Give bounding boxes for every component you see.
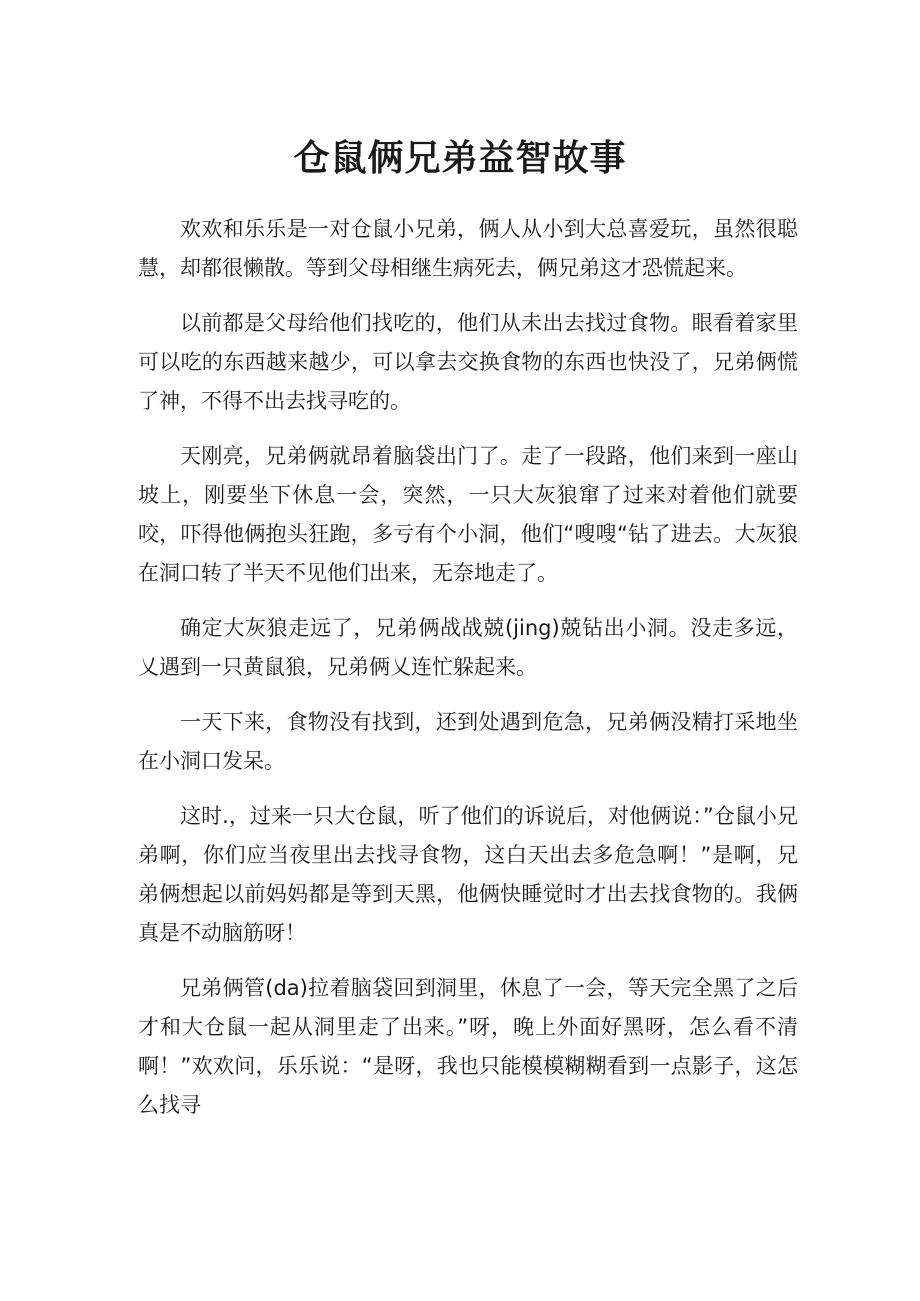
document-body bbox=[138, 210, 798, 1141]
paragraph: 确定大灰狼走远了，兄弟俩战战兢(jing)兢钻出小洞。没走多远，乂遇到一只黄鼠狼，兄弟俩乂连忙躲起来。 bbox=[138, 616, 798, 679]
paragraph: 一天下来，食物没有找到，还到处遇到危急，兄弟俩没精打采地坐在小洞口发呆。 bbox=[138, 710, 798, 773]
paragraph: 欢欢和乐乐是一对仓鼠小兄弟，俩人从小到大总喜爱玩，虽然很聪慧，却都很懒散。等到父母相继生病死去，俩兄弟这才恐慌起来。 bbox=[138, 217, 798, 280]
paragraph: 以前都是父母给他们找吃的，他们从未出去找过食物。眼看着家里可以吃的东西越来越少，可以拿去交换食物的东西也快没了，兄弟俩慌了神，不得不出去找寻吃的。 bbox=[138, 311, 798, 413]
paragraph: 天刚亮，兄弟俩就昂着脑袋出门了。走了一段路，他们来到一座山坡上，刚要坐下休息一会，突然，一只大灰狼窜了过来对着他们就要咬，吓得他俩抱头狂跑，多亏有个小洞，他们“嗖嗖“钻了进去。大灰狼在洞口转了半天不见他们出来，无奈地走了。 bbox=[138, 444, 798, 585]
paragraph: 兄弟俩管(da)拉着脑袋回到洞里，休息了一会，等天完全黑了之后才和大仓鼠一起从洞里走了出来。”呀，晚上外面好黑呀，怎么看不清啊！”欢欢问，乐乐说：“是呀，我也只能模模糊糊看到一点影子，这怎么找寻 bbox=[138, 976, 798, 1117]
document-title: 仓鼠俩兄弟益智故事 bbox=[293, 137, 627, 179]
paragraph: 这时.，过来一只大仓鼠，听了他们的诉说后，对他俩说：”仓鼠小兄弟啊，你们应当夜里出去找寻食物，这白天出去多危急啊！”是啊，兄弟俩想起以前妈妈都是等到天黑，他俩快睡觉时才出去找食物的。我俩真是不动脑筋呀！ bbox=[138, 804, 798, 945]
